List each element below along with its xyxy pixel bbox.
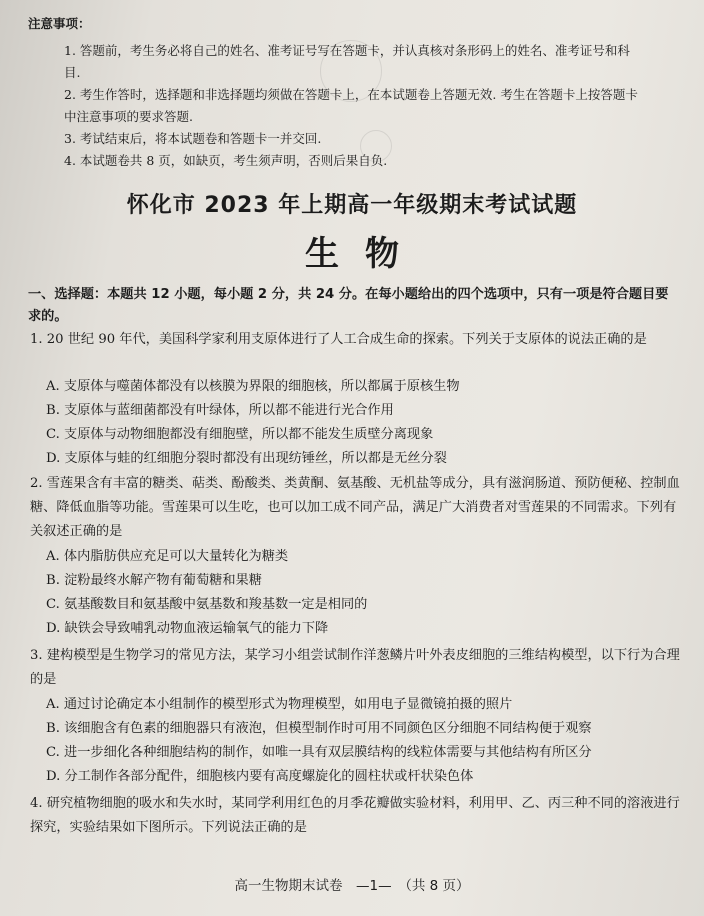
question-3-option-b: B. 该细胞含有色素的细胞器只有液泡，但模型制作时可用不同颜色区分细胞不同结构便于观察 <box>46 721 592 736</box>
notice-item-2: 2. 考生作答时，选择题和非选择题均须做在答题卡上，在本试题卷上答题无效. 考生在答题卡上按答题卡中注意事项的要求答题. <box>64 87 638 124</box>
question-4-stem: 4. 研究植物细胞的吸水和失水时，某同学利用红色的月季花瓣做实验材料，利用甲、乙、丙三种不同的溶液进行探究，实验结果如下图所示。下列说法正确的是 <box>30 796 680 835</box>
page-footer: 高一生物期末试卷 —1— （共 8 页） <box>234 878 470 894</box>
question-2-stem: 2. 雪莲果含有丰富的糖类、萜类、酚酸类、类黄酮、氨基酸、无机盐等成分，具有滋润肠道、预防便秘、控制血糖、降低血脂等功能。雪莲果可以生吃，也可以加工成不同产品，满足广大消费者对雪莲果的不同需求。下列有关叙述正确的是 <box>30 476 680 539</box>
question-3-option-d: D. 分工制作各部分配件，细胞核内要有高度螺旋化的圆柱状或杆状染色体 <box>46 769 474 784</box>
question-2-option-a: A. 体内脂肪供应充足可以大量转化为糖类 <box>46 549 289 564</box>
question-2-option-c: C. 氨基酸数目和氨基酸中氨基数和羧基数一定是相同的 <box>46 597 368 612</box>
question-1-option-b: B. 支原体与蓝细菌都没有叶绿体，所以都不能进行光合作用 <box>46 403 394 418</box>
exam-title: 怀化市 2023 年上期高一年级期末考试试题 <box>126 193 578 218</box>
notice-item-4: 4. 本试题卷共 8 页，如缺页，考生须声明，否则后果自负. <box>64 153 388 168</box>
notice-item-3: 3. 考试结束后，将本试题卷和答题卡一并交回. <box>64 131 322 146</box>
question-1-option-a: A. 支原体与噬菌体都没有以核膜为界限的细胞核，所以都属于原核生物 <box>46 379 460 394</box>
notice-title: 注意事项： <box>28 16 91 31</box>
question-3-stem: 3. 建构模型是生物学习的常见方法，某学习小组尝试制作洋葱鳞片叶外表皮细胞的三维结构模型，以下行为合理的是 <box>30 648 680 687</box>
question-2-option-b: B. 淀粉最终水解产物有葡萄糖和果糖 <box>46 573 262 588</box>
question-1-stem: 1. 20 世纪 90 年代，美国科学家利用支原体进行了人工合成生命的探索。下列关于支原体的说法正确的是 <box>30 332 647 347</box>
subject-title: 生物 <box>305 234 425 274</box>
question-1-option-d: D. 支原体与蛙的红细胞分裂时都没有出现纺锤丝，所以都是无丝分裂 <box>46 451 447 466</box>
question-3-option-c: C. 进一步细化各种细胞结构的制作，如唯一具有双层膜结构的线粒体需要与其他结构有所区分 <box>46 745 592 760</box>
question-1-option-c: C. 支原体与动物细胞都没有细胞壁，所以都不能发生质壁分离现象 <box>46 427 434 442</box>
section-heading: 一、选择题：本题共 12 小题，每小题 2 分，共 24 分。在每小题给出的四个选项中，只有一项是符合题目要求的。 <box>28 287 669 324</box>
question-3-option-a: A. 通过讨论确定本小组制作的模型形式为物理模型，如用电子显微镜拍摄的照片 <box>46 697 513 712</box>
question-2-option-d: D. 缺铁会导致哺乳动物血液运输氧气的能力下降 <box>46 621 329 636</box>
notice-item-1: 1. 答题前，考生务必将自己的姓名、准考证号写在答题卡，并认真核对条形码上的姓名、准考证号和科目. <box>64 43 630 80</box>
